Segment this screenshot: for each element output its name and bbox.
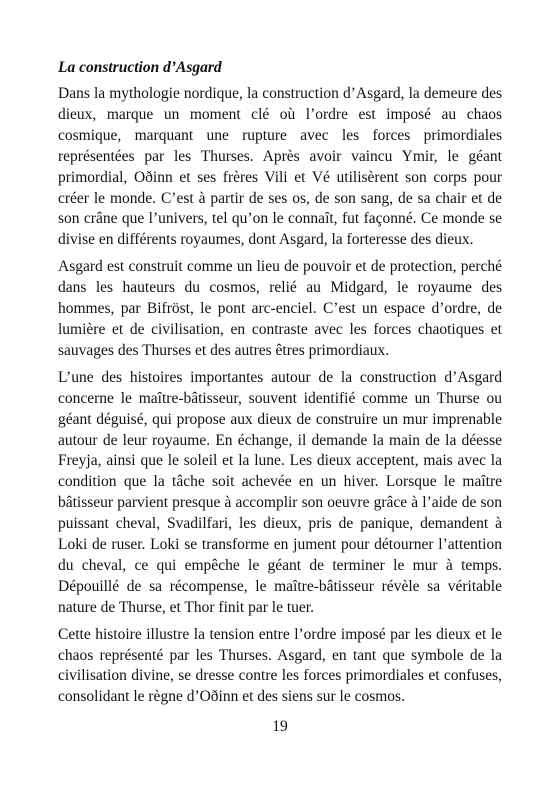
page-number: 19 bbox=[272, 718, 288, 735]
page-body bbox=[58, 58, 502, 714]
paragraph-1: Dans la mythologie nordique, la construction d’Asgard, la demeure des dieux, marque un moment clé où l’ordre est imposé au chaos cosmique, marquant une rupture avec les forces primordiales représentées par les Thurses. Après avoir vaincu Ymir, le géant primordial, Oðinn et ses frères Vili et Vé utilisèrent son corps pour créer le monde. C’est à partir de ses os, de son sang, de sa chair et de son crâne que l’univers, tel qu’on le connaît, fut façonné. Ce monde se divise en différents royaumes, dont Asgard, la forteresse des dieux. bbox=[58, 85, 502, 249]
paragraph-2: Asgard est construit comme un lieu de pouvoir et de protection, perché dans les hauteurs du cosmos, relié au Midgard, le royaume des hommes, par Bifröst, le pont arc-enciel. C’est un espace d’ordre, de lumière et de civilisation, en contraste avec les forces chaotiques et sauvages des Thurses et des autres êtres primordiaux. bbox=[58, 258, 502, 359]
paragraph-4: Cette histoire illustre la tension entre l’ordre imposé par les dieux et le chaos représenté par les Thurses. Asgard, en tant que symbole de la civilisation divine, se dresse contre les forces primordiales et confuses, consolidant le règne d’Oðinn et des siens sur le cosmos. bbox=[58, 625, 502, 706]
paragraph-3: L’une des histoires importantes autour de la construction d’Asgard concerne le maître-bâtisseur, souvent identifié comme un Thurse ou géant déguisé, qui propose aux dieux de construire un mur imprenable autour de leur royaume. En échange, il demande la main de la déesse Freyja, ainsi que le soleil et la lune. Les dieux acceptent, mais avec la condition que la tâche soit achevée en un hiver. Lorsque le maître bâtisseur parvient presque à accomplir son oeuvre grâce à l’aide de son puissant cheval, Svadilfari, les dieux, pris de panique, demandent à Loki de ruser. Loki se transforme en jument pour détourner l’attention du cheval, ce qui empêche le géant de terminer le mur à temps. Dépouillé de sa récompense, le maître-bâtisseur révèle sa véritable nature de Thurse, et Thor finit par le tuer. bbox=[58, 368, 502, 616]
section-title: La construction d’Asgard bbox=[58, 59, 222, 76]
